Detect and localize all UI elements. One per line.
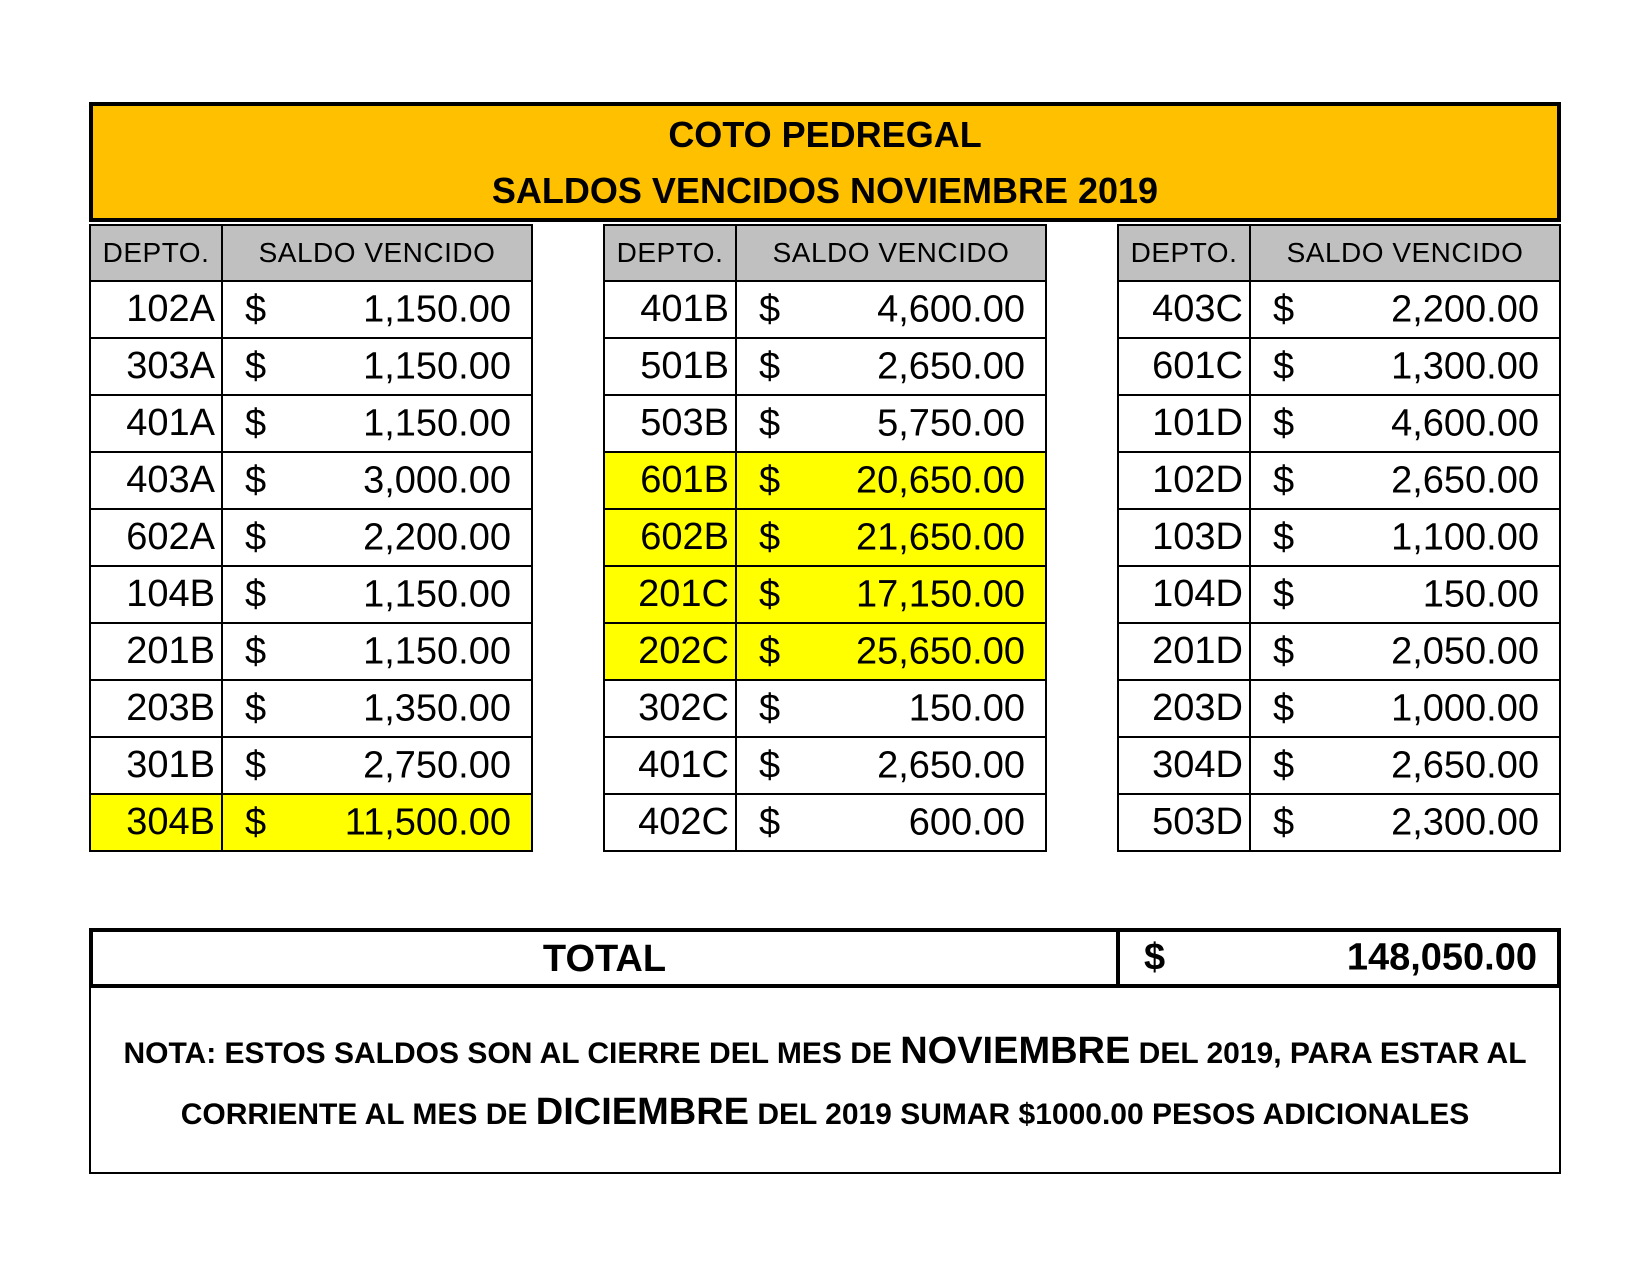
balance-table-1 (89, 224, 533, 852)
saldo-cell (222, 281, 532, 338)
depto-cell: 201D (1118, 623, 1250, 680)
saldo-cell (222, 566, 532, 623)
table-row (1118, 737, 1560, 794)
table-row (1118, 452, 1560, 509)
currency-symbol: $ (759, 402, 781, 444)
depto-cell: 102D (1118, 452, 1250, 509)
currency-symbol: $ (245, 459, 267, 501)
total-value (1120, 932, 1557, 984)
saldo-cell (736, 794, 1046, 851)
saldo-cell (736, 395, 1046, 452)
note-text-2: DEL 2019, PARA ESTAR AL CORRIENTE AL MES DE (180, 1037, 1527, 1131)
saldo-amount: 5,750.00 (877, 402, 1025, 444)
saldo-amount: 3,000.00 (363, 459, 511, 501)
table-row (1118, 680, 1560, 737)
depto-cell: 203B (90, 680, 222, 737)
saldo-cell (1250, 566, 1560, 623)
currency-symbol: $ (759, 801, 781, 843)
currency-symbol: $ (759, 744, 781, 786)
saldo-cell (1250, 509, 1560, 566)
table-row (90, 737, 532, 794)
column-header-depto: DEPTO. (90, 225, 222, 281)
currency-symbol: $ (1273, 516, 1295, 558)
balance-table-3 (1117, 224, 1561, 852)
depto-cell: 202C (604, 623, 736, 680)
saldo-cell (736, 680, 1046, 737)
saldo-amount: 1,150.00 (363, 345, 511, 387)
depto-cell: 201C (604, 566, 736, 623)
saldo-cell (736, 509, 1046, 566)
saldo-amount: 4,600.00 (1391, 402, 1539, 444)
currency-symbol: $ (245, 573, 267, 615)
currency-symbol: $ (759, 459, 781, 501)
currency-symbol: $ (245, 801, 267, 843)
column-header-saldo: SALDO VENCIDO (736, 225, 1046, 281)
saldo-cell (736, 452, 1046, 509)
currency-symbol: $ (245, 516, 267, 558)
depto-cell: 104D (1118, 566, 1250, 623)
saldo-amount: 1,350.00 (363, 687, 511, 729)
depto-cell: 602B (604, 509, 736, 566)
depto-cell: 201B (90, 623, 222, 680)
table-row (604, 680, 1046, 737)
depto-cell: 103D (1118, 509, 1250, 566)
table-row (604, 452, 1046, 509)
currency-symbol: $ (245, 345, 267, 387)
table-row (90, 680, 532, 737)
depto-cell: 402C (604, 794, 736, 851)
saldo-cell (1250, 623, 1560, 680)
report-title: COTO PEDREGAL (668, 114, 982, 155)
note-text-1: NOTA: ESTOS SALDOS SON AL CIERRE DEL MES DE (123, 1037, 901, 1070)
table-row (604, 338, 1046, 395)
saldo-cell (736, 281, 1046, 338)
table-row (1118, 566, 1560, 623)
column-header-depto: DEPTO. (604, 225, 736, 281)
total-currency: $ (1144, 936, 1166, 979)
depto-cell: 401C (604, 737, 736, 794)
currency-symbol: $ (1273, 288, 1295, 330)
saldo-amount: 150.00 (908, 687, 1025, 729)
depto-cell: 403A (90, 452, 222, 509)
saldo-amount: 2,650.00 (877, 744, 1025, 786)
depto-cell: 503D (1118, 794, 1250, 851)
total-label: TOTAL (93, 932, 1120, 984)
saldo-amount: 2,650.00 (1391, 459, 1539, 501)
depto-cell: 602A (90, 509, 222, 566)
saldo-cell (1250, 338, 1560, 395)
currency-symbol: $ (245, 744, 267, 786)
currency-symbol: $ (759, 345, 781, 387)
report-header (89, 102, 1561, 222)
currency-symbol: $ (245, 687, 267, 729)
saldo-cell (736, 338, 1046, 395)
note-month-noviembre: NOVIEMBRE (900, 1030, 1131, 1072)
depto-cell: 302C (604, 680, 736, 737)
column-header-depto: DEPTO. (1118, 225, 1250, 281)
depto-cell: 601B (604, 452, 736, 509)
depto-cell: 101D (1118, 395, 1250, 452)
depto-cell: 401B (604, 281, 736, 338)
depto-cell: 104B (90, 566, 222, 623)
saldo-amount: 1,000.00 (1391, 687, 1539, 729)
depto-cell: 102A (90, 281, 222, 338)
saldo-amount: 1,300.00 (1391, 345, 1539, 387)
table-row (604, 509, 1046, 566)
saldo-amount: 2,050.00 (1391, 630, 1539, 672)
currency-symbol: $ (759, 516, 781, 558)
currency-symbol: $ (759, 573, 781, 615)
table-row (604, 737, 1046, 794)
saldo-amount: 600.00 (908, 801, 1025, 843)
saldo-amount: 20,650.00 (855, 459, 1025, 501)
currency-symbol: $ (245, 402, 267, 444)
saldo-cell (222, 680, 532, 737)
saldo-amount: 1,150.00 (363, 573, 511, 615)
table-row (1118, 509, 1560, 566)
total-row (89, 928, 1561, 988)
saldo-cell (222, 737, 532, 794)
currency-symbol: $ (1273, 402, 1295, 444)
total-amount: 148,050.00 (1346, 936, 1537, 979)
saldo-amount: 1,100.00 (1391, 516, 1539, 558)
currency-symbol: $ (1273, 630, 1295, 672)
table-row (604, 794, 1046, 851)
saldo-amount: 2,200.00 (363, 516, 511, 558)
saldo-cell (1250, 680, 1560, 737)
saldo-cell (222, 395, 532, 452)
depto-cell: 303A (90, 338, 222, 395)
saldo-cell (222, 452, 532, 509)
currency-symbol: $ (759, 288, 781, 330)
saldo-cell (222, 794, 532, 851)
table-row (1118, 338, 1560, 395)
currency-symbol: $ (1273, 744, 1295, 786)
depto-cell: 304D (1118, 737, 1250, 794)
saldo-amount: 4,600.00 (877, 288, 1025, 330)
currency-symbol: $ (759, 630, 781, 672)
saldo-cell (1250, 737, 1560, 794)
table-row (90, 794, 532, 851)
saldo-amount: 21,650.00 (855, 516, 1025, 558)
depto-cell: 403C (1118, 281, 1250, 338)
table-row (90, 338, 532, 395)
saldo-cell (222, 509, 532, 566)
saldo-cell (222, 338, 532, 395)
saldo-amount: 17,150.00 (855, 573, 1025, 615)
saldo-cell (222, 623, 532, 680)
saldo-cell (1250, 452, 1560, 509)
saldo-amount: 25,650.00 (855, 630, 1025, 672)
table-row (604, 623, 1046, 680)
table-row (1118, 794, 1560, 851)
table-row (1118, 281, 1560, 338)
currency-symbol: $ (1273, 345, 1295, 387)
currency-symbol: $ (245, 288, 267, 330)
saldo-amount: 2,650.00 (877, 345, 1025, 387)
table-row (1118, 395, 1560, 452)
table-row (604, 395, 1046, 452)
saldo-amount: 150.00 (1422, 573, 1539, 615)
table-row (90, 395, 532, 452)
saldo-cell (736, 737, 1046, 794)
currency-symbol: $ (1273, 801, 1295, 843)
depto-cell: 304B (90, 794, 222, 851)
table-row (90, 623, 532, 680)
saldo-amount: 11,500.00 (344, 801, 511, 843)
report-subtitle: SALDOS VENCIDOS NOVIEMBRE 2019 (491, 170, 1159, 211)
saldo-amount: 2,200.00 (1391, 288, 1539, 330)
table-row (90, 281, 532, 338)
currency-symbol: $ (1273, 687, 1295, 729)
column-header-saldo: SALDO VENCIDO (1250, 225, 1560, 281)
depto-cell: 401A (90, 395, 222, 452)
saldo-amount: 2,650.00 (1391, 744, 1539, 786)
currency-symbol: $ (759, 687, 781, 729)
table-row (90, 509, 532, 566)
table-row (604, 566, 1046, 623)
depto-cell: 203D (1118, 680, 1250, 737)
depto-cell: 601C (1118, 338, 1250, 395)
saldo-cell (736, 623, 1046, 680)
saldo-amount: 1,150.00 (363, 630, 511, 672)
note-month-diciembre: DICIEMBRE (535, 1091, 749, 1133)
saldo-cell (736, 566, 1046, 623)
column-header-saldo: SALDO VENCIDO (222, 225, 532, 281)
depto-cell: 501B (604, 338, 736, 395)
saldo-cell (1250, 281, 1560, 338)
saldo-cell (1250, 794, 1560, 851)
currency-symbol: $ (245, 630, 267, 672)
saldo-amount: 1,150.00 (363, 402, 511, 444)
table-row (604, 281, 1046, 338)
saldo-amount: 2,300.00 (1391, 801, 1539, 843)
note-box (89, 986, 1561, 1174)
balance-table-2 (603, 224, 1047, 852)
table-row (1118, 623, 1560, 680)
saldo-amount: 1,150.00 (363, 288, 511, 330)
table-row (90, 566, 532, 623)
currency-symbol: $ (1273, 459, 1295, 501)
currency-symbol: $ (1273, 573, 1295, 615)
depto-cell: 301B (90, 737, 222, 794)
depto-cell: 503B (604, 395, 736, 452)
table-row (90, 452, 532, 509)
note-text-3: DEL 2019 SUMAR $1000.00 PESOS ADICIONALES (749, 1098, 1470, 1131)
saldo-amount: 2,750.00 (363, 744, 511, 786)
saldo-cell (1250, 395, 1560, 452)
